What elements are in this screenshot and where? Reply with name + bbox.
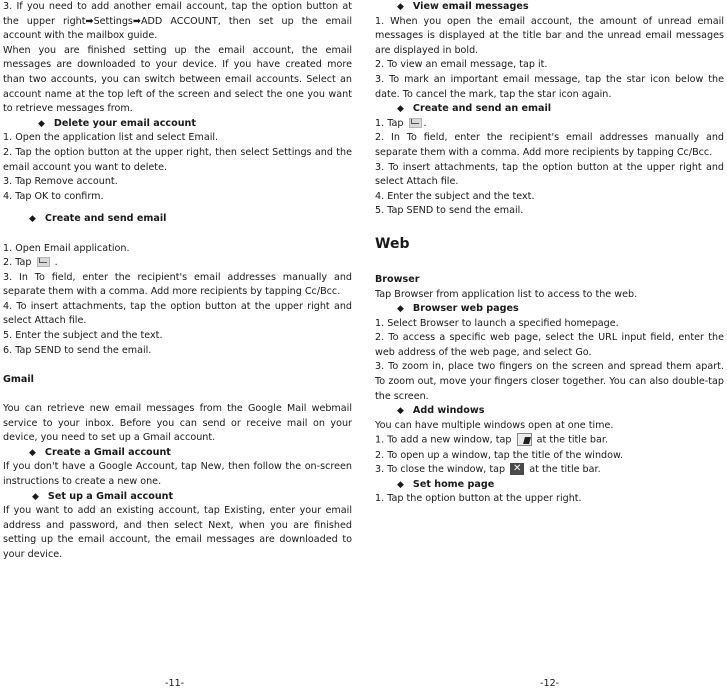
list-item: 1. Tap . [375, 117, 427, 129]
list-item: 3. To mark an important email message, tap the star icon below the date. To cancel the mark, tap the star icon again. [375, 73, 724, 100]
diamond-bullet-icon: ◆ [38, 118, 45, 129]
list-item: 3. Tap Remove account. [3, 176, 118, 188]
section-heading: ◆ View email messages [375, 0, 724, 15]
list-item: 2. To view an email message, tap it. [375, 59, 548, 71]
list-item: 1. Tap the option button at the upper right. [375, 493, 582, 505]
gmail-intro: You can retrieve new email messages from the Google Mail webmail service to your inbox. Before you can send or receive mail on your device, you need to set up a Gmail account. [3, 403, 352, 444]
section-heading: ◆ Browser web pages [375, 302, 724, 317]
browser-intro: Tap Browser from application list to access to the web. [375, 288, 638, 300]
diamond-bullet-icon: ◆ [397, 104, 404, 115]
list-item: 3. To zoom in, place two fingers on the screen and spread them apart. To zoom out, move your fingers closer together. You can also double-tap the screen. [375, 361, 724, 402]
list-item: 3. To close the window, tap ✕ at the title bar. [375, 463, 601, 476]
list-item: 1. When you open the email account, the amount of unread email messages is displayed at the title bar and the unread email messages are displayed in bold. [375, 15, 724, 56]
left-page [3, 0, 352, 563]
list-item: 2. Tap the option button at the upper right, then select Settings and the email account you want to delete. [3, 146, 352, 173]
list-item: 1. Select Browser to launch a specified homepage. [375, 317, 619, 329]
right-page [375, 0, 724, 507]
intro-paragraph: 3. If you need to add another email account, tap the option button at the upper right➡Settings➡ADD ACCOUNT, then set up the email account with the mailbox guide. [3, 1, 352, 42]
list-item: 1. To add a new window, tap at the title bar. [375, 434, 608, 446]
section-heading: ◆ Set home page [375, 478, 724, 493]
section-heading: ◆ Delete your email account [3, 117, 352, 132]
section-heading: ◆ Set up a Gmail account [3, 490, 352, 505]
diamond-bullet-icon: ◆ [397, 479, 404, 490]
section-heading: ◆ Create a Gmail account [3, 446, 352, 461]
gmail-heading: Gmail [3, 373, 34, 385]
compose-email-icon [409, 118, 422, 128]
diamond-bullet-icon: ◆ [397, 304, 404, 315]
page-number-right: -12- [540, 678, 560, 689]
section-heading: ◆ Add windows [375, 404, 724, 419]
list-item: 5. Enter the subject and the text. [3, 330, 163, 342]
list-item: 1. Open the application list and select Email. [3, 132, 219, 144]
setup-gmail-text: If you want to add an existing account, tap Existing, enter your email address and password, and then select Next, when you are finished setting up the email account, the email messages are downloaded to your device. [3, 505, 352, 560]
diamond-bullet-icon: ◆ [397, 2, 404, 12]
compose-email-icon [37, 257, 50, 267]
section-heading: ◆ Create and send email [3, 212, 352, 227]
section-heading: ◆ Create and send an email [375, 102, 724, 117]
list-item: 2. To open up a window, tap the title of the window. [375, 449, 624, 461]
diamond-bullet-icon: ◆ [32, 491, 39, 502]
list-item: 3. In To field, enter the recipient's email addresses manually and separate them with a comma. Add more recipients by tapping Cc/Bcc. [3, 271, 352, 298]
web-heading: Web [375, 235, 410, 252]
arrow-icon: ➡ [132, 15, 141, 27]
add-windows-intro: You can have multiple windows open at one time. [375, 419, 614, 431]
list-item: 2. To access a specific web page, select the URL input field, enter the web address of the web page, and select Go. [375, 332, 724, 358]
close-window-icon: ✕ [510, 463, 524, 475]
list-item: 6. Tap SEND to send the email. [3, 344, 152, 356]
list-item: 4. Enter the subject and the text. [375, 190, 535, 202]
browser-heading: Browser [375, 273, 420, 285]
list-item: 4. Tap OK to confirm. [3, 190, 104, 202]
diamond-bullet-icon: ◆ [29, 447, 36, 458]
list-item: 1. Open Email application. [3, 242, 130, 254]
diamond-bullet-icon: ◆ [397, 406, 404, 417]
arrow-icon: ➡ [85, 15, 94, 27]
list-item: 4. To insert attachments, tap the option button at the upper right and select Attach file. [3, 300, 352, 327]
intro-paragraph-2: When you are finished setting up the email account, the email messages are downloaded to your device. If you have created more than two accounts, you can switch between email accounts. Select an account name at the top left of the screen and select the one you want to retrieve messages from. [3, 44, 352, 115]
new-window-icon [517, 433, 532, 446]
page-number-left: -11- [165, 678, 185, 689]
list-item: 2. In To field, enter the recipient's email addresses manually and separate them with a comma. Add more recipients by tapping Cc/Bcc. [375, 132, 724, 158]
list-item: 5. Tap SEND to send the email. [375, 205, 524, 217]
list-item: 3. To insert attachments, tap the option button at the upper right and select Attach file. [375, 161, 724, 188]
diamond-bullet-icon: ◆ [29, 214, 36, 225]
create-gmail-text: If you don't have a Google Account, tap New, then follow the on-screen instructions to create a new one. [3, 461, 352, 487]
list-item: 2. Tap . [3, 257, 58, 269]
